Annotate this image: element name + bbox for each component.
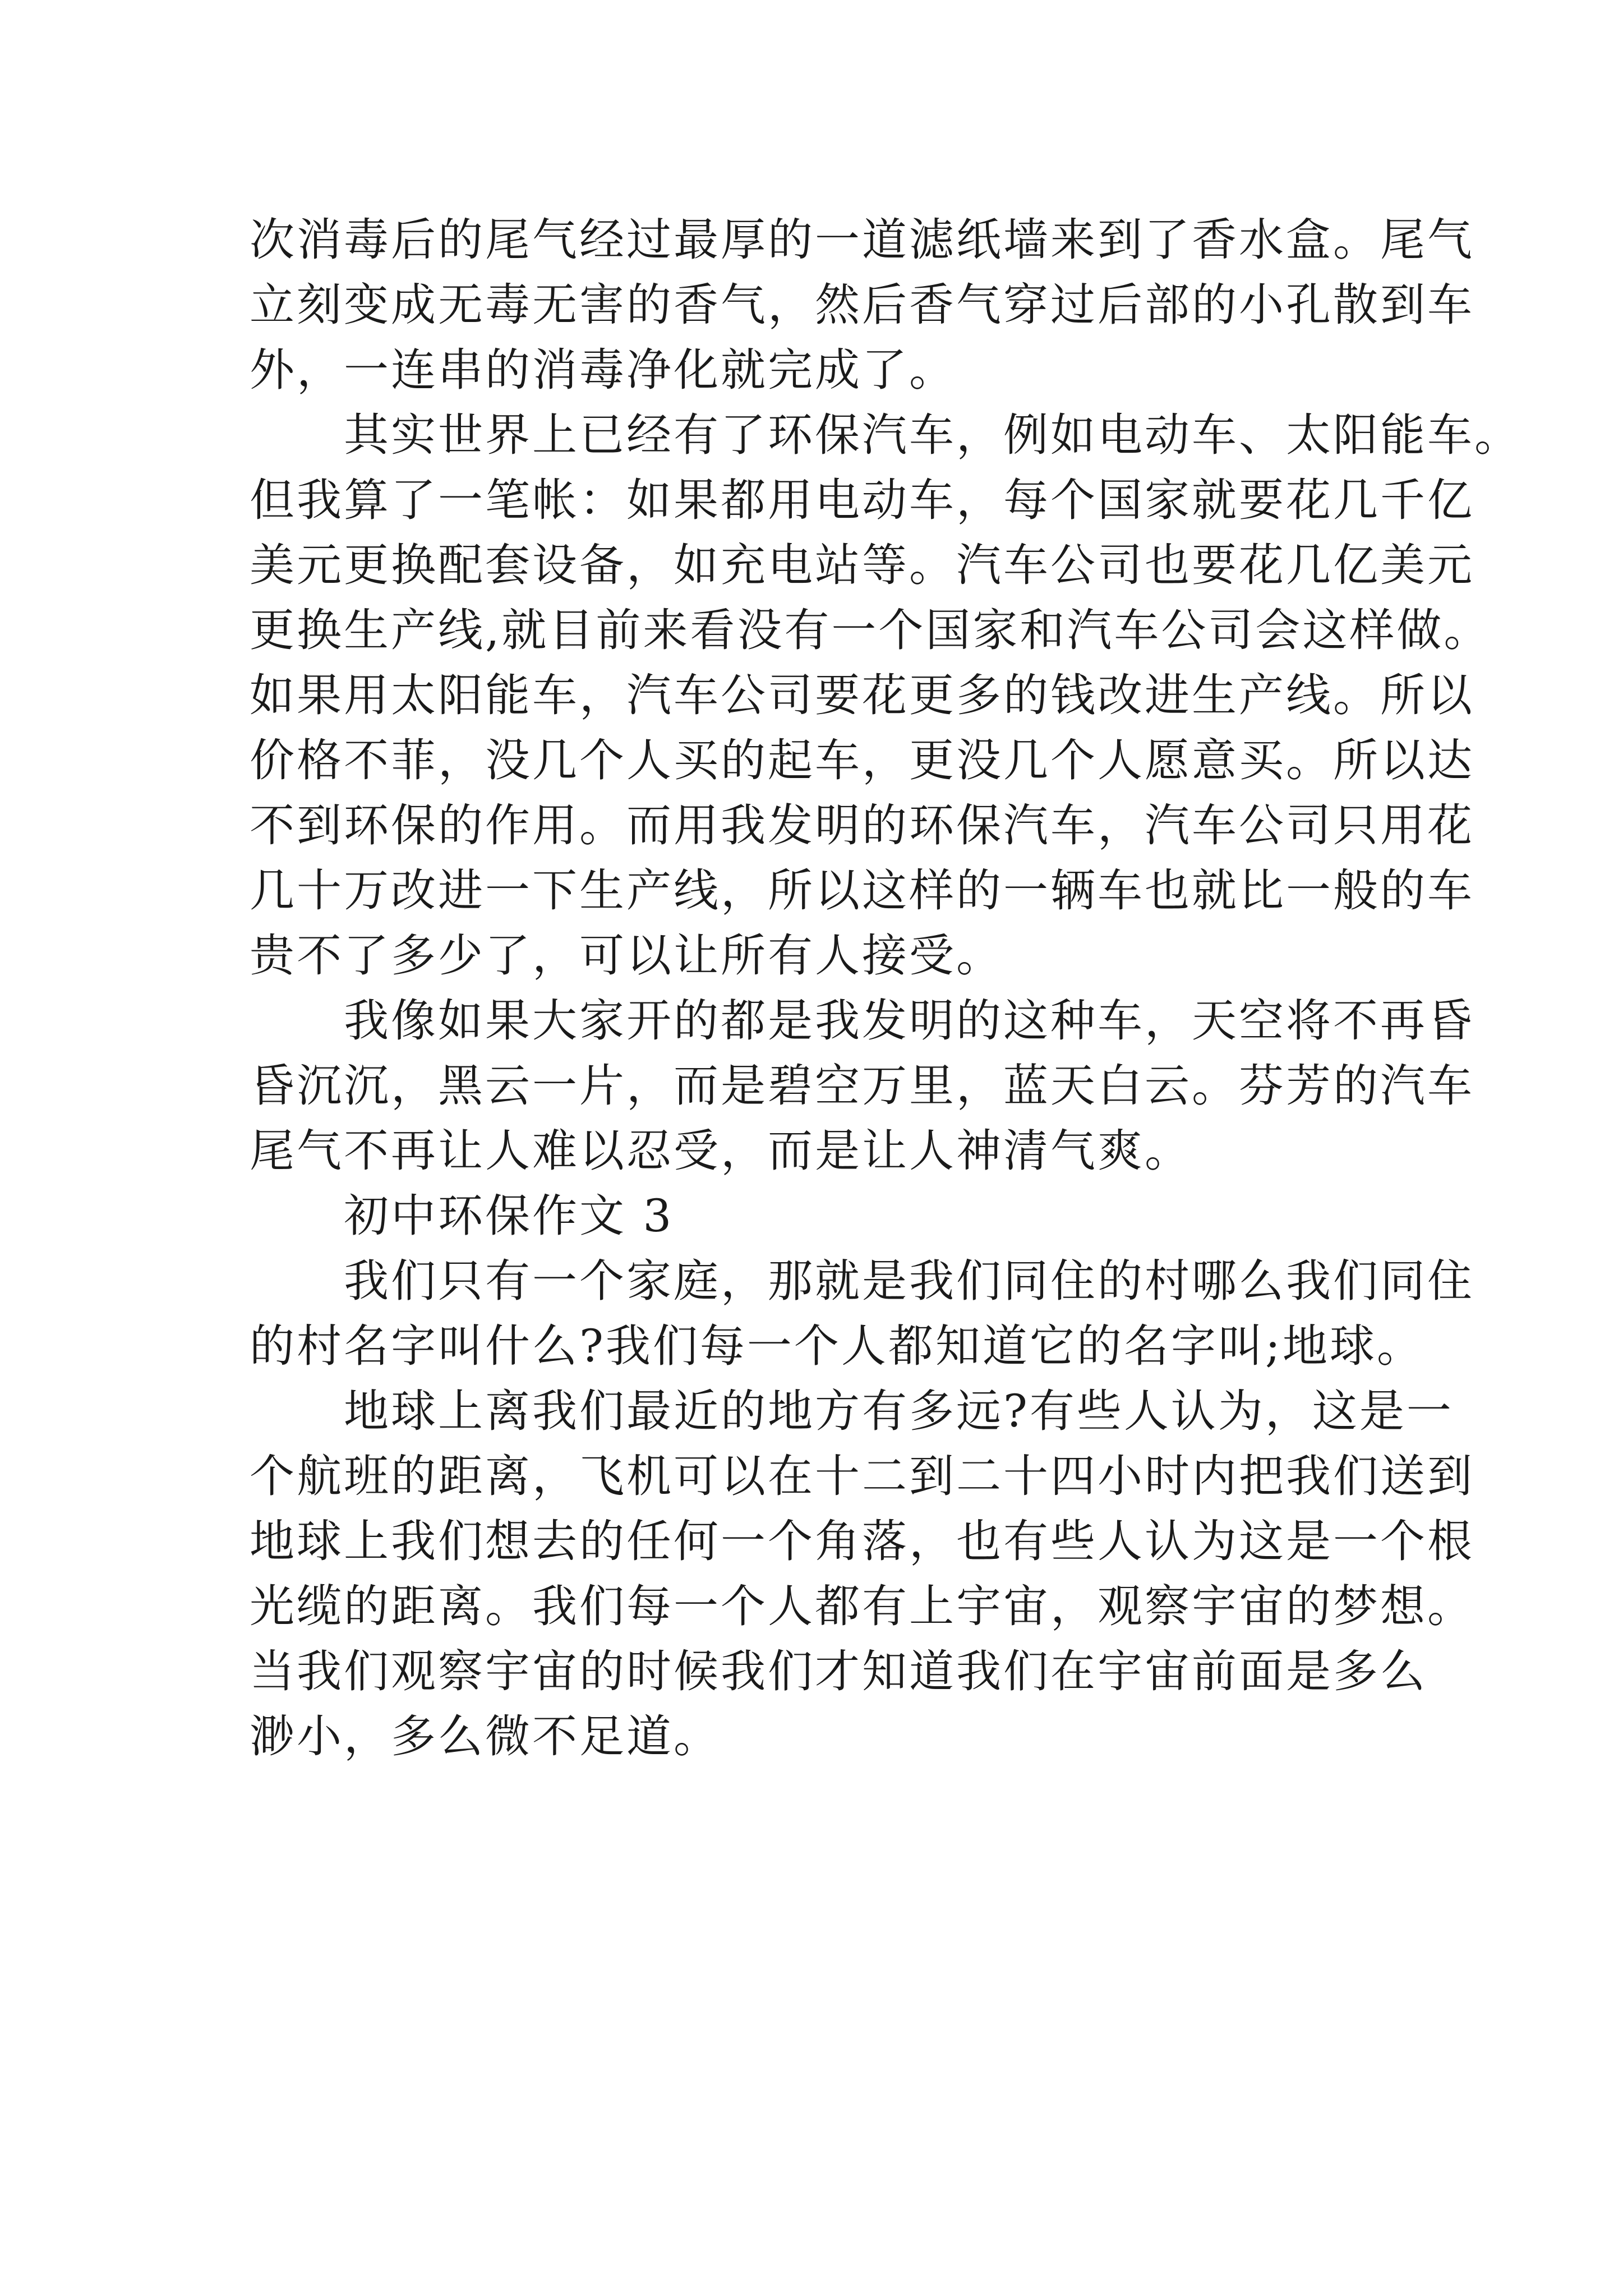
text-line: 美元更换配套设备，如充电站等。汽车公司也要花几亿美元: [250, 539, 1474, 591]
text-line: 渺小，多么微不足道。: [250, 1710, 721, 1763]
text-line: 当我们观察宇宙的时候我们才知道我们在宇宙前面是多么: [250, 1645, 1427, 1697]
text-line: 但我算了一笔帐：如果都用电动车，每个国家就要花几千亿: [250, 474, 1474, 526]
text-line: 我像如果大家开的都是我发明的这种车，天空将不再昏: [250, 995, 1474, 1047]
text-line: 的村名字叫什么?我们每一个人都知道它的名字叫;地球。: [250, 1320, 1424, 1372]
text-line: 地球上我们想去的任何一个角落，也有些人认为这是一个根: [250, 1515, 1474, 1567]
section-heading: 初中环保作文 3: [250, 1190, 674, 1242]
text-line: 其实世界上已经有了环保汽车，例如电动车、太阳能车。: [250, 409, 1521, 461]
text-line: 地球上离我们最近的地方有多远?有些人认为，这是一: [250, 1385, 1454, 1437]
text-line: 光缆的距离。我们每一个人都有上宇宙，观察宇宙的梦想。: [250, 1580, 1474, 1632]
text-line: 价格不菲，没几个人买的起车，更没几个人愿意买。所以达: [250, 734, 1474, 786]
text-line: 几十万改进一下生产线，所以这样的一辆车也就比一般的车: [250, 864, 1474, 917]
text-line: 我们只有一个家庭，那就是我们同住的村哪么我们同住: [250, 1255, 1474, 1307]
text-line: 个航班的距离，飞机可以在十二到二十四小时内把我们送到: [250, 1450, 1474, 1502]
text-line: 不到环保的作用。而用我发明的环保汽车，汽车公司只用花: [250, 799, 1474, 852]
text-line: 外，一连串的消毒净化就完成了。: [250, 344, 956, 396]
text-line: 昏沉沉，黑云一片，而是碧空万里，蓝天白云。芬芳的汽车: [250, 1060, 1474, 1112]
text-line: 贵不了多少了，可以让所有人接受。: [250, 930, 1003, 982]
text-line: 如果用太阳能车，汽车公司要花更多的钱改进生产线。所以: [250, 669, 1474, 721]
text-line: 尾气不再让人难以忍受，而是让人神清气爽。: [250, 1125, 1192, 1177]
text-line: 立刻变成无毒无害的香气，然后香气穿过后部的小孔散到车: [250, 279, 1474, 331]
text-line: 次消毒后的尾气经过最厚的一道滤纸墙来到了香水盒。尾气: [250, 214, 1474, 266]
body-text: [250, 208, 1521, 1769]
text-line: 更换生产线,就目前来看没有一个国家和汽车公司会这样做。: [250, 604, 1491, 656]
